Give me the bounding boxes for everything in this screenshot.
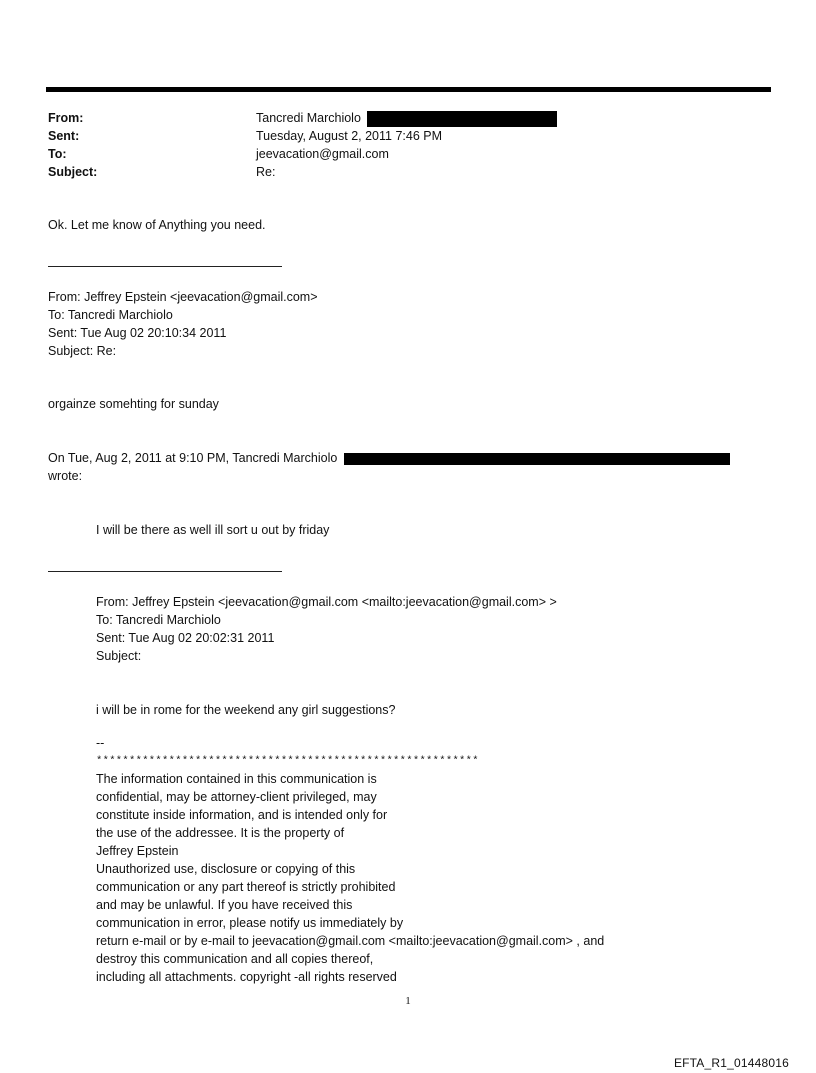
quoted-subject: Subject: — [96, 649, 142, 663]
notice-line: return e-mail or by e-mail to jeevacation@gmail.com <mailto:jeevacation@gmail.com> , and — [96, 934, 605, 948]
notice-line: destroy this communication and all copies thereof, — [96, 952, 374, 966]
quoted-from: From: Jeffrey Epstein <jeevacation@gmail.com <mailto:jeevacation@gmail.com> > — [96, 595, 557, 609]
sent-row — [48, 127, 768, 145]
notice-line: communication or any part thereof is strictly prohibited — [96, 880, 396, 894]
subject-row — [48, 163, 768, 181]
to-value: jeevacation@gmail.com — [256, 147, 389, 161]
redaction-box — [344, 453, 730, 465]
notice-line: Unauthorized use, disclosure or copying of this — [96, 862, 356, 876]
signature-stars: ********************************************************** — [96, 755, 479, 767]
from-row — [48, 109, 768, 127]
subject-label: Subject: — [48, 165, 98, 179]
notice-line: Jeffrey Epstein — [96, 844, 179, 858]
to-label: To: — [48, 147, 67, 161]
notice-line: communication in error, please notify us immediately by — [96, 916, 404, 930]
from-name: Tancredi Marchiolo — [256, 111, 361, 125]
subject-value: Re: — [256, 165, 276, 179]
quoted-reply: I will be there as well ill sort u out by friday — [96, 523, 330, 537]
on-wrote-second: wrote: — [48, 469, 83, 483]
from-value — [256, 109, 557, 127]
quote-divider — [48, 571, 282, 572]
sent-value: Tuesday, August 2, 2011 7:46 PM — [256, 129, 442, 143]
signature-dashes: -- — [96, 736, 105, 750]
document-id: EFTA_R1_01448016 — [673, 1056, 789, 1070]
quoted-body-2: i will be in rome for the weekend any girl suggestions? — [96, 703, 396, 717]
quoted-subject: Subject: Re: — [48, 344, 117, 358]
quoted-to: To: Tancredi Marchiolo — [48, 308, 173, 322]
notice-line: The information contained in this communication is — [96, 772, 377, 786]
quoted-sent: Sent: Tue Aug 02 20:10:34 2011 — [48, 326, 227, 340]
notice-line: the use of the addressee. It is the property of — [96, 826, 345, 840]
quoted-to: To: Tancredi Marchiolo — [96, 613, 221, 627]
sent-label: Sent: — [48, 129, 80, 143]
from-label: From: — [48, 111, 84, 125]
email-header — [48, 109, 768, 181]
on-wrote-line — [48, 449, 730, 485]
quoted-sent: Sent: Tue Aug 02 20:02:31 2011 — [96, 631, 275, 645]
reply-body: Ok. Let me know of Anything you need. — [48, 218, 266, 232]
notice-line: and may be unlawful. If you have received this — [96, 898, 353, 912]
on-wrote-text: On Tue, Aug 2, 2011 at 9:10 PM, Tancredi Marchiolo — [48, 451, 338, 465]
notice-line: including all attachments. copyright -all rights reserved — [96, 970, 397, 984]
quote-divider — [48, 266, 282, 267]
on-wrote-first — [48, 449, 730, 467]
confidentiality-notice — [96, 770, 604, 986]
to-row — [48, 145, 768, 163]
redaction-box — [367, 111, 557, 127]
quoted-body-1: orgainze somehting for sunday — [48, 397, 219, 411]
header-divider — [46, 87, 771, 92]
notice-line: constitute inside information, and is intended only for — [96, 808, 388, 822]
page-number: 1 — [405, 995, 411, 1007]
quoted-header-1 — [48, 288, 318, 360]
quoted-header-2 — [96, 593, 557, 665]
notice-line: confidential, may be attorney-client privileged, may — [96, 790, 377, 804]
quoted-from: From: Jeffrey Epstein <jeevacation@gmail.com> — [48, 290, 318, 304]
